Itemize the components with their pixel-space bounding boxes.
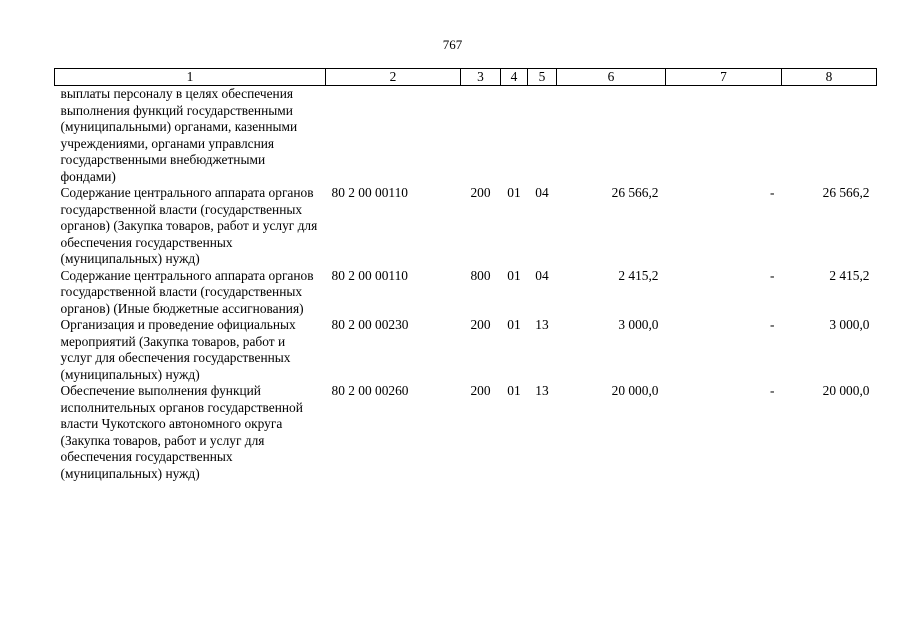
table-row <box>55 268 877 318</box>
amount-col8: 20 000,0 <box>822 383 870 398</box>
program-code: 80 2 00 00110 <box>331 185 408 200</box>
section: 01 <box>507 383 521 398</box>
expense-type <box>461 86 501 186</box>
subsection: 04 <box>535 267 549 283</box>
amount-col6: 3 000,0 <box>618 317 659 332</box>
section <box>501 86 528 186</box>
table-row <box>55 317 877 383</box>
program-code: 80 2 00 00230 <box>331 317 409 332</box>
expense-name: выплаты персоналу в целях обеспечения выполнения функций государственными (муниципальными) органами, казенными учреждениями, органами управлсния государственными внебюджетными фондами) <box>60 86 298 184</box>
program-code: 80 2 00 00260 <box>331 383 409 398</box>
column-header: 4 <box>501 69 528 86</box>
subsection <box>528 86 557 186</box>
amount-col7: - <box>770 185 775 200</box>
section: 01 <box>507 317 521 332</box>
page-number: 767 <box>442 37 463 52</box>
amount-col6 <box>557 86 666 186</box>
column-header: 7 <box>666 69 782 86</box>
amount-col6: 26 566,2 <box>611 185 659 200</box>
section: 01 <box>507 185 521 200</box>
amount-col7: - <box>770 383 775 398</box>
column-header: 8 <box>782 69 877 86</box>
amount-col8 <box>782 86 877 186</box>
section: 01 <box>507 267 521 283</box>
expense-type: 200 <box>470 383 491 398</box>
amount-col7 <box>666 86 782 186</box>
amount-col6: 2 415,2 <box>618 267 659 283</box>
column-number-header <box>55 69 877 86</box>
amount-col8: 3 000,0 <box>829 317 870 332</box>
program-code <box>326 86 461 186</box>
budget-table <box>54 68 877 482</box>
amount-col7: - <box>770 317 775 332</box>
amount-col8: 26 566,2 <box>822 185 870 200</box>
column-header: 3 <box>461 69 501 86</box>
subsection: 13 <box>535 383 549 398</box>
expense-type: 200 <box>470 185 491 200</box>
amount-col6: 20 000,0 <box>611 383 659 398</box>
expense-name: Содержание центрального аппарата органов государственной власти (государственных органов) (Иные бюджетные ассигнования) <box>60 267 314 316</box>
amount-col7: - <box>770 267 775 283</box>
column-header: 1 <box>55 69 326 86</box>
table-row <box>55 383 877 482</box>
column-header: 5 <box>528 69 557 86</box>
expense-type: 800 <box>470 267 491 283</box>
expense-name: Обеспечение выполнения функций исполнительных органов государственной власти Чукотского автономного округа (Закупка товаров, работ и услуг для обеспечения государственных (муниципальных) нужд) <box>60 383 303 481</box>
expense-name: Организация и проведение официальных мероприятий (Закупка товаров, работ и услуг для обеспечения государственных (муниципальных) нужд) <box>60 317 296 382</box>
program-code: 80 2 00 00110 <box>331 267 408 283</box>
expense-name: Содержание центрального аппарата органов государственной власти (государственных органов) (Закупка товаров, работ и услуг для обеспечения государственных (муниципальных) нужд) <box>60 185 318 266</box>
table-row <box>55 86 877 186</box>
amount-col8: 2 415,2 <box>829 267 870 283</box>
subsection: 04 <box>535 185 549 200</box>
subsection: 13 <box>535 317 549 332</box>
column-header: 2 <box>326 69 461 86</box>
table-row <box>55 185 877 268</box>
expense-type: 200 <box>470 317 491 332</box>
column-header: 6 <box>557 69 666 86</box>
